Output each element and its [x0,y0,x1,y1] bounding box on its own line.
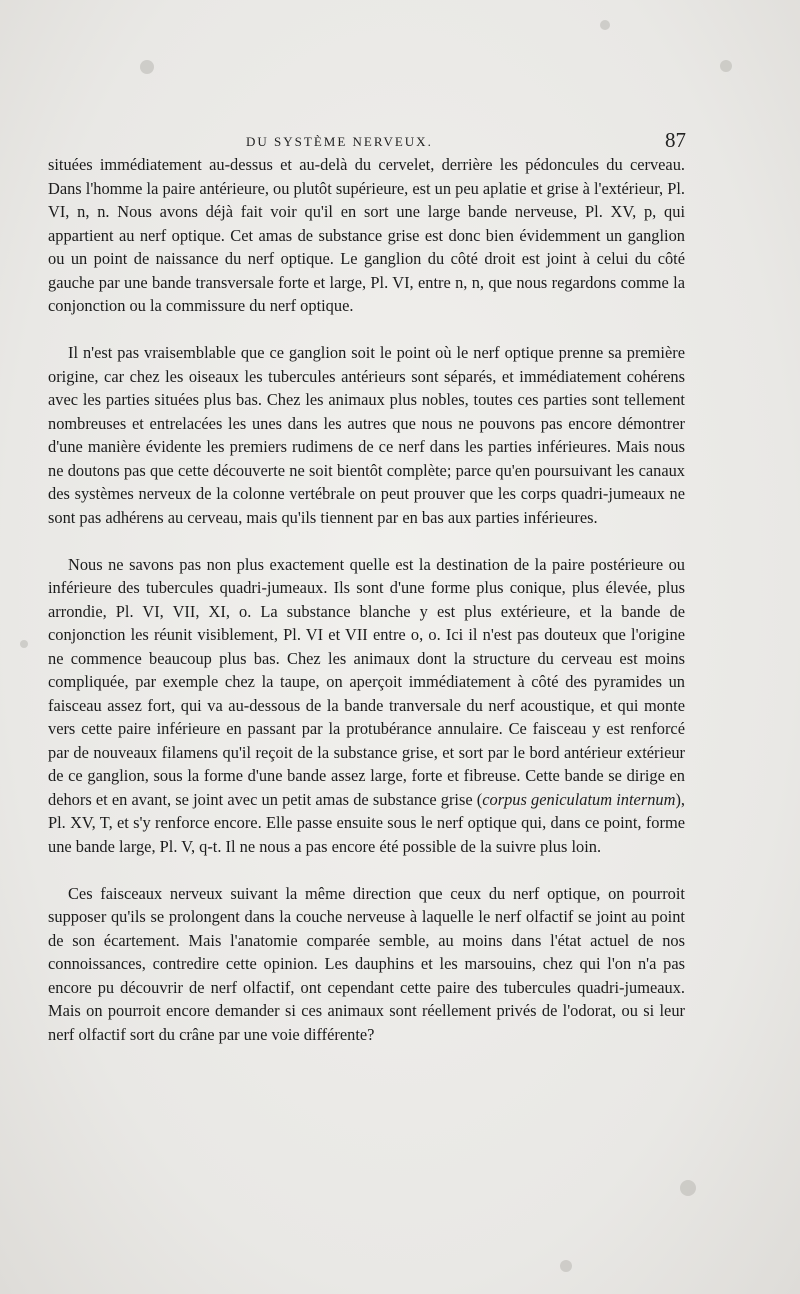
page-header [64,130,684,152]
body-text [48,153,685,1070]
paragraph-1: situées immédiatement au-dessus et au-delà du cervelet, derrière les pédoncules du cerveau. Dans l'homme la paire antérieure, ou plutôt supérieure, est un peu aplatie et grise à l'extérieur, Pl. VI, n, n. Nous avons déjà fait voir qu'il en sort une large bande nerveuse, Pl. XV, p, qui appartient au nerf optique. Cet amas de substance grise est donc bien évidemment un ganglion ou un point de naissance du nerf optique. Le ganglion du côté droit est joint à celui du côté gauche par une bande transversale forte et large, Pl. VI, entre n, n, que nous regardons comme la conjonction ou la commissure du nerf optique. [48,155,685,315]
page-number: 87 [665,128,686,152]
latin-term: corpus geniculatum internum [482,789,676,809]
paper-speck [720,60,732,72]
running-title: DU SYSTÈME NERVEUX. [246,134,433,149]
paper-speck [560,1260,572,1272]
paragraph-3: Nous ne savons pas non plus exactement quelle est la destination de la paire postérieure ou inférieure des tubercules quadri-jumeaux. Ils sont d'une forme plus conique, plus élevée, plus arrondie, Pl. VI, VII, XI, o. La substance blanche y est plus extérieure, et la bande de conjonction les réunit visiblement, Pl. VI et VII entre o, o. Ici il n'est pas douteux que l'origine ne commence beaucoup plus bas. Chez les animaux dont la structure du cerveau est moins compliquée, par exemple chez la taupe, on aperçoit immédiatement à côté des pyramides un faisceau assez fort, qui va au-dessous de la bande tranversale du nerf acoustique, et qui monte vers cette paire inférieure en passant par la protubérance annulaire. Ce faisceau y est renforcé par de nouveaux filamens qu'il reçoit de la substance grise, et sort par le bord antérieur extérieur de ce ganglion, sous la forme d'une bande assez large, forte et fibreuse. Cette bande se dirige en dehors et en avant, se joint avec un petit amas de substance grise (corpus geniculatum internum), Pl. XV, T, et s'y renforce encore. Elle passe ensuite sous le nerf optique qui, dans ce point, forme une bande large, Pl. V, q-t. Il ne nous a pas encore été possible de la suivre plus loin. [48,554,685,856]
paper-speck [20,640,28,648]
paper-speck [140,60,154,74]
paragraph-4: Ces faisceaux nerveux suivant la même direction que ceux du nerf optique, on pourroit supposer qu'ils se prolongent dans la couche nerveuse à laquelle le nerf olfactif se joint au point de son écartement. Mais l'anatomie comparée semble, au moins dans l'état actuel de nos connoissances, contredire cette opinion. Les dauphins et les marsouins, chez qui l'on n'a pas encore pu découvrir de nerf olfactif, ont cependant cette paire des tubercules quadri-jumeaux. Mais on pourroit encore demander si ces animaux sont réellement privés de l'odorat, ou si leur nerf olfactif sort du crâne par une voie différente? [48,883,685,1044]
paper-speck [600,20,610,30]
paragraph-2: Il n'est pas vraisemblable que ce ganglion soit le point où le nerf optique prenne sa première origine, car chez les oiseaux les tubercules antérieurs sont séparés, et immédiatement cohérens avec les parties situées plus bas. Chez les animaux plus nobles, toutes ces parties sont tellement nombreuses et entrelacées les unes dans les autres que nous ne pouvons pas encore démontrer d'une manière évidente les premiers rudimens de ce nerf dans les parties inférieures. Mais nous ne doutons pas que cette découverte ne soit bientôt complète; parce qu'en poursuivant les canaux des systèmes nerveux de la colonne vertébrale on peut prouver que les corps quadri-jumeaux ne sont pas adhérens au cerveau, mais qu'ils tiennent par en bas aux parties inférieures. [48,343,685,527]
paper-speck [680,1180,696,1196]
